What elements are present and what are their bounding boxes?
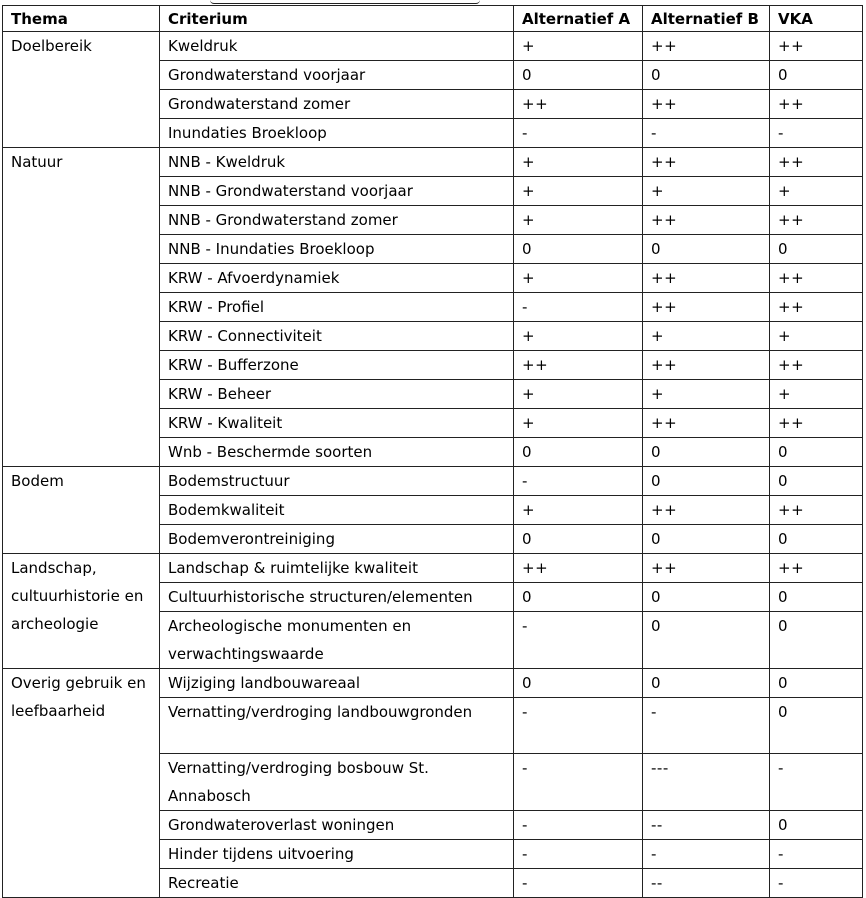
alternatief-b-cell: 0 <box>643 467 770 496</box>
alternatief-a-cell: - <box>514 869 643 898</box>
alternatief-b-cell: - <box>643 840 770 869</box>
header-row <box>3 6 863 32</box>
thema-cell: Natuur <box>3 148 160 467</box>
vka-cell: ++ <box>770 90 863 119</box>
criterium-cell: Grondwaterstand zomer <box>160 90 514 119</box>
vka-cell: - <box>770 869 863 898</box>
criterium-cell: KRW - Connectiviteit <box>160 322 514 351</box>
alternatief-b-cell: --- <box>643 754 770 811</box>
header-thema: Thema <box>3 6 160 32</box>
alternatief-b-cell: 0 <box>643 669 770 698</box>
vka-cell: ++ <box>770 32 863 61</box>
alternatief-b-cell: ++ <box>643 206 770 235</box>
vka-cell: ++ <box>770 351 863 380</box>
alternatief-a-cell: ++ <box>514 351 643 380</box>
header-alternatief-b: Alternatief B <box>643 6 770 32</box>
alternatief-b-cell: + <box>643 380 770 409</box>
alternatief-a-cell: + <box>514 496 643 525</box>
alternatief-a-cell: + <box>514 177 643 206</box>
vka-cell: ++ <box>770 496 863 525</box>
criterium-cell: Archeologische monumenten en verwachtingswaarde <box>160 612 514 669</box>
criterium-cell: KRW - Profiel <box>160 293 514 322</box>
thema-cell: Landschap, cultuurhistorie en archeologie <box>3 554 160 669</box>
criterium-cell: Grondwaterstand voorjaar <box>160 61 514 90</box>
alternatief-b-cell: ++ <box>643 32 770 61</box>
criterium-cell: KRW - Kwaliteit <box>160 409 514 438</box>
table-body <box>3 32 863 898</box>
vka-cell: ++ <box>770 264 863 293</box>
criterium-cell: Recreatie <box>160 869 514 898</box>
alternatief-b-cell: -- <box>643 811 770 840</box>
vka-cell: ++ <box>770 409 863 438</box>
criterium-cell: Vernatting/verdroging bosbouw St. Annabosch <box>160 754 514 811</box>
alternatief-a-cell: + <box>514 148 643 177</box>
alternatief-b-cell: - <box>643 698 770 754</box>
vka-cell: + <box>770 380 863 409</box>
criterium-cell: Bodemkwaliteit <box>160 496 514 525</box>
criterium-cell: Landschap & ruimtelijke kwaliteit <box>160 554 514 583</box>
vka-cell: ++ <box>770 206 863 235</box>
header-vka: VKA <box>770 6 863 32</box>
criterium-cell: KRW - Afvoerdynamiek <box>160 264 514 293</box>
alternatief-a-cell: - <box>514 612 643 669</box>
vka-cell: 0 <box>770 669 863 698</box>
alternatief-b-cell: ++ <box>643 496 770 525</box>
vka-cell: 0 <box>770 583 863 612</box>
criterium-cell: Vernatting/verdroging landbouwgronden <box>160 698 514 754</box>
alternatief-a-cell: - <box>514 698 643 754</box>
alternatief-b-cell: + <box>643 177 770 206</box>
alternatief-a-cell: - <box>514 119 643 148</box>
vka-cell: ++ <box>770 148 863 177</box>
vka-cell: - <box>770 119 863 148</box>
alternatief-b-cell: -- <box>643 869 770 898</box>
vka-cell: 0 <box>770 235 863 264</box>
vka-cell: - <box>770 754 863 811</box>
alternatief-b-cell: ++ <box>643 148 770 177</box>
alternatief-a-cell: 0 <box>514 61 643 90</box>
vka-cell: 0 <box>770 525 863 554</box>
criterium-cell: NNB - Inundaties Broekloop <box>160 235 514 264</box>
alternatief-b-cell: 0 <box>643 612 770 669</box>
alternatief-a-cell: + <box>514 322 643 351</box>
alternatief-b-cell: 0 <box>643 438 770 467</box>
header-alternatief-a: Alternatief A <box>514 6 643 32</box>
criterium-cell: KRW - Beheer <box>160 380 514 409</box>
alternatief-b-cell: ++ <box>643 351 770 380</box>
alternatief-a-cell: - <box>514 811 643 840</box>
criterium-cell: Cultuurhistorische structuren/elementen <box>160 583 514 612</box>
thema-cell: Overig gebruik en leefbaarheid <box>3 669 160 898</box>
table-row <box>3 467 863 496</box>
alternatief-a-cell: 0 <box>514 438 643 467</box>
table-row <box>3 554 863 583</box>
vka-cell: 0 <box>770 61 863 90</box>
criterium-cell: Bodemverontreiniging <box>160 525 514 554</box>
alternatief-b-cell: 0 <box>643 61 770 90</box>
alternatief-b-cell: 0 <box>643 525 770 554</box>
vka-cell: ++ <box>770 554 863 583</box>
thema-cell: Doelbereik <box>3 32 160 148</box>
vka-cell: - <box>770 840 863 869</box>
vka-cell: 0 <box>770 467 863 496</box>
alternatief-b-cell: + <box>643 322 770 351</box>
criterium-cell: Inundaties Broekloop <box>160 119 514 148</box>
criterium-cell: NNB - Grondwaterstand voorjaar <box>160 177 514 206</box>
alternatief-a-cell: - <box>514 754 643 811</box>
alternatief-b-cell: ++ <box>643 554 770 583</box>
alternatief-b-cell: 0 <box>643 583 770 612</box>
criterium-cell: Wijziging landbouwareaal <box>160 669 514 698</box>
alternatief-a-cell: + <box>514 409 643 438</box>
alternatief-a-cell: + <box>514 264 643 293</box>
alternatief-a-cell: - <box>514 840 643 869</box>
alternatief-b-cell: - <box>643 119 770 148</box>
alternatief-a-cell: ++ <box>514 554 643 583</box>
alternatief-a-cell: + <box>514 32 643 61</box>
vka-cell: + <box>770 322 863 351</box>
alternatief-b-cell: ++ <box>643 293 770 322</box>
criterium-cell: Grondwateroverlast woningen <box>160 811 514 840</box>
alternatief-a-cell: 0 <box>514 235 643 264</box>
alternatief-b-cell: ++ <box>643 90 770 119</box>
vka-cell: 0 <box>770 811 863 840</box>
header-criterium: Criterium <box>160 6 514 32</box>
table-row <box>3 669 863 698</box>
vka-cell: 0 <box>770 698 863 754</box>
criterium-cell: Hinder tijdens uitvoering <box>160 840 514 869</box>
vka-cell: + <box>770 177 863 206</box>
alternatief-a-cell: 0 <box>514 583 643 612</box>
table-row <box>3 32 863 61</box>
criterium-cell: Wnb - Beschermde soorten <box>160 438 514 467</box>
criterium-cell: NNB - Grondwaterstand zomer <box>160 206 514 235</box>
vka-cell: 0 <box>770 612 863 669</box>
alternatief-b-cell: ++ <box>643 264 770 293</box>
alternatief-a-cell: + <box>514 206 643 235</box>
criterium-cell: Bodemstructuur <box>160 467 514 496</box>
alternatief-a-cell: ++ <box>514 90 643 119</box>
alternatief-a-cell: 0 <box>514 669 643 698</box>
effects-table <box>2 5 863 898</box>
alternatief-b-cell: ++ <box>643 409 770 438</box>
alternatief-a-cell: + <box>514 380 643 409</box>
alternatief-b-cell: 0 <box>643 235 770 264</box>
thema-cell: Bodem <box>3 467 160 554</box>
table-row <box>3 148 863 177</box>
vka-cell: ++ <box>770 293 863 322</box>
vka-cell: 0 <box>770 438 863 467</box>
criterium-cell: NNB - Kweldruk <box>160 148 514 177</box>
criterium-cell: Kweldruk <box>160 32 514 61</box>
alternatief-a-cell: - <box>514 467 643 496</box>
alternatief-a-cell: 0 <box>514 525 643 554</box>
criterium-cell: KRW - Bufferzone <box>160 351 514 380</box>
alternatief-a-cell: - <box>514 293 643 322</box>
